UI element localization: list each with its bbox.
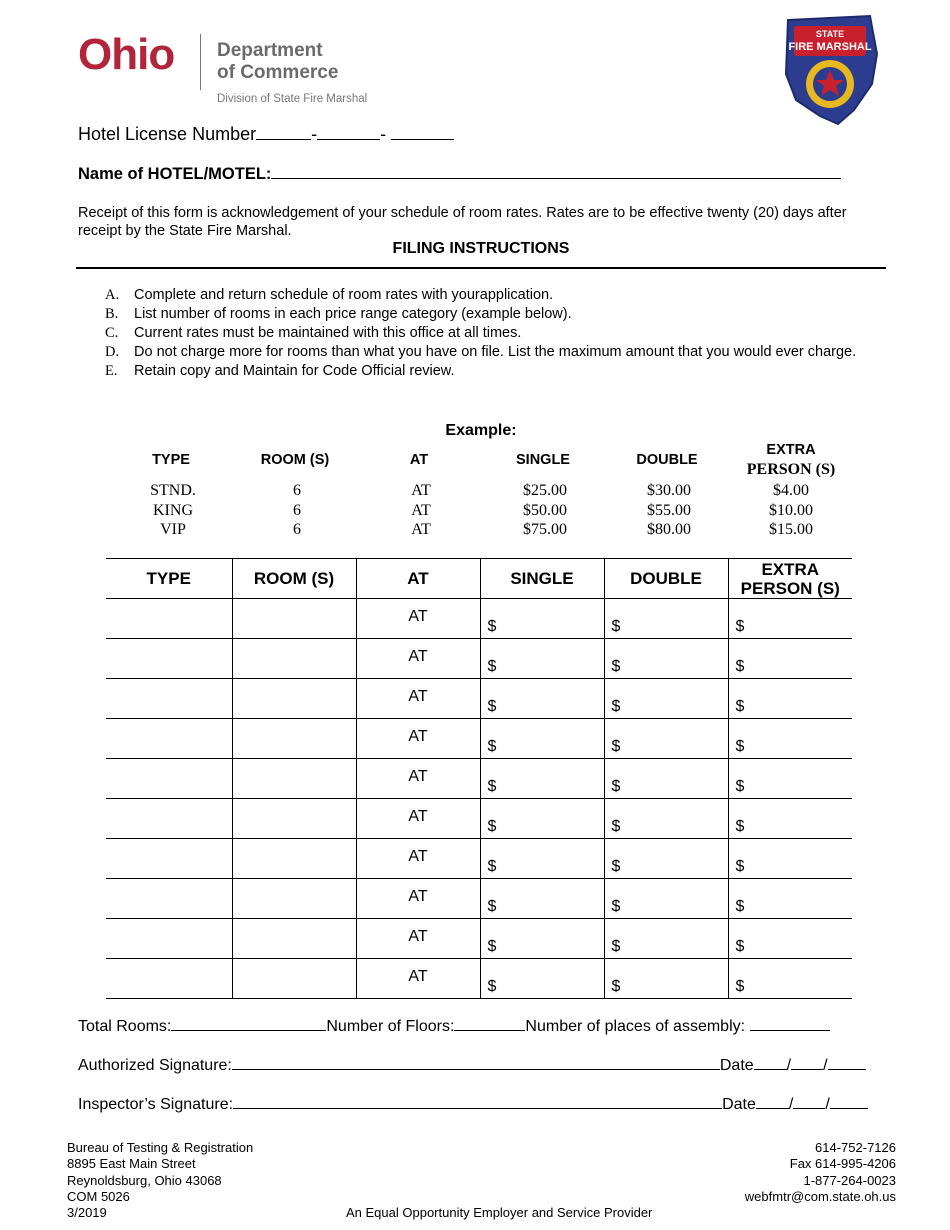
dollar-sign: $ — [735, 938, 745, 955]
email-link[interactable]: webfmtr@com.state.oh.us — [744, 1188, 896, 1204]
footer-contact — [745, 1140, 896, 1205]
example-header-at: AT — [409, 452, 429, 468]
rooms-cell[interactable] — [232, 919, 356, 959]
assembly-line[interactable] — [750, 1030, 830, 1031]
dollar-sign: $ — [611, 778, 621, 795]
rate-table-header-row — [106, 559, 852, 599]
double-cell[interactable] — [604, 679, 728, 719]
rate-table-row — [106, 599, 852, 639]
logo-divider — [200, 34, 201, 90]
extra-cell[interactable] — [728, 799, 852, 839]
authorized-signature-label: Authorized Signature: — [78, 1057, 232, 1074]
rooms-cell[interactable] — [232, 599, 356, 639]
inspector-signature-line[interactable] — [233, 1108, 722, 1109]
double-cell[interactable] — [604, 839, 728, 879]
rate-table-row — [106, 639, 852, 679]
dollar-sign: $ — [735, 658, 745, 675]
single-cell[interactable] — [480, 959, 604, 999]
double-cell[interactable] — [604, 719, 728, 759]
at-cell: AT — [356, 639, 480, 679]
total-rooms-line[interactable] — [171, 1030, 326, 1031]
single-cell[interactable] — [480, 639, 604, 679]
extra-cell[interactable] — [728, 599, 852, 639]
floors-label: Number of Floors: — [326, 1018, 455, 1035]
example-header-extra2: PERSON (S) — [746, 461, 836, 478]
single-cell[interactable] — [480, 799, 604, 839]
inspector-signature-label: Inspector’s Signature: — [78, 1096, 234, 1113]
dollar-sign: $ — [611, 738, 621, 755]
single-cell[interactable] — [480, 599, 604, 639]
instruction-item: D. Do not charge more for rooms than what you have on file. List the maximum amount that you would ever charge. — [105, 344, 857, 360]
date-label: Date — [719, 1057, 754, 1074]
instruction-item: C. Current rates must be maintained with this office at all times. — [105, 325, 522, 341]
extra-cell[interactable] — [728, 719, 852, 759]
at-cell: AT — [356, 959, 480, 999]
at-cell: AT — [356, 839, 480, 879]
badge-line1: STATE — [815, 29, 845, 39]
example-header-single: SINGLE — [516, 452, 570, 468]
extra-cell[interactable] — [728, 639, 852, 679]
type-cell[interactable] — [106, 799, 232, 839]
license-number-field[interactable]: Hotel License Number - - — [78, 124, 454, 145]
dept-name-line2: of Commerce — [217, 62, 339, 83]
date-year-line[interactable] — [828, 1069, 866, 1070]
division-name: Division of State Fire Marshal — [217, 93, 368, 105]
at-cell: AT — [356, 759, 480, 799]
rooms-cell[interactable] — [232, 759, 356, 799]
dept-name-line1: Department — [217, 40, 323, 61]
example-header-rooms: ROOM (S) — [260, 452, 330, 468]
rooms-cell[interactable] — [232, 639, 356, 679]
double-cell[interactable] — [604, 799, 728, 839]
instructions-list — [105, 286, 865, 381]
double-cell[interactable] — [604, 959, 728, 999]
example-header-type: TYPE — [152, 452, 190, 468]
floors-line[interactable] — [454, 1030, 525, 1031]
dollar-sign: $ — [735, 898, 745, 915]
dollar-sign: $ — [735, 778, 745, 795]
double-cell[interactable] — [604, 919, 728, 959]
assembly-label: Number of places of assembly: — [525, 1018, 746, 1035]
at-cell: AT — [356, 679, 480, 719]
single-cell[interactable] — [480, 679, 604, 719]
rooms-cell[interactable] — [232, 799, 356, 839]
dollar-sign: $ — [487, 778, 497, 795]
type-cell[interactable] — [106, 679, 232, 719]
single-cell[interactable] — [480, 759, 604, 799]
dollar-sign: $ — [735, 618, 745, 635]
dollar-sign: $ — [735, 698, 745, 715]
at-cell: AT — [356, 879, 480, 919]
dollar-sign: $ — [611, 938, 621, 955]
type-cell[interactable] — [106, 879, 232, 919]
example-title: Example: — [445, 422, 517, 439]
date-day-line[interactable] — [793, 1108, 825, 1109]
fire-marshal-badge-icon — [780, 14, 880, 131]
header-type: TYPE — [106, 559, 232, 599]
rooms-cell[interactable] — [232, 719, 356, 759]
hotel-name-line[interactable] — [271, 178, 841, 179]
rate-table — [106, 558, 852, 999]
dollar-sign: $ — [611, 618, 621, 635]
title-rule — [76, 267, 886, 269]
extra-cell[interactable] — [728, 839, 852, 879]
dollar-sign: $ — [487, 658, 497, 675]
rate-table-row — [106, 799, 852, 839]
date-month-line[interactable] — [754, 1069, 787, 1070]
dollar-sign: $ — [487, 738, 497, 755]
dollar-sign: $ — [487, 818, 497, 835]
dollar-sign: $ — [487, 618, 497, 635]
dollar-sign: $ — [487, 698, 497, 715]
single-cell[interactable] — [480, 719, 604, 759]
hotel-name-field[interactable] — [78, 165, 841, 184]
rooms-cell[interactable] — [232, 959, 356, 999]
authorized-signature-field[interactable]: Authorized Signature: Date / / — [78, 1057, 866, 1075]
rate-table-row — [106, 679, 852, 719]
dollar-sign: $ — [487, 978, 497, 995]
type-cell[interactable] — [106, 839, 232, 879]
extra-cell[interactable] — [728, 679, 852, 719]
hotel-name-label: Name of HOTEL/MOTEL: — [78, 165, 272, 183]
at-cell: AT — [356, 919, 480, 959]
dollar-sign: $ — [735, 978, 745, 995]
example-row: STND. 6 AT $25.00 $30.00 $4.00 — [150, 482, 809, 499]
rooms-cell[interactable] — [232, 879, 356, 919]
inspector-signature-field[interactable]: Inspector’s Signature: Date / / — [78, 1096, 868, 1114]
single-cell[interactable] — [480, 879, 604, 919]
rate-table-row — [106, 839, 852, 879]
dollar-sign: $ — [735, 818, 745, 835]
date-label: Date — [722, 1096, 756, 1113]
rate-table-row — [106, 959, 852, 999]
dollar-sign: $ — [611, 978, 621, 995]
dollar-sign: $ — [611, 858, 621, 875]
badge-line2: FIRE MARSHAL — [788, 41, 872, 53]
dollar-sign: $ — [735, 738, 745, 755]
license-part1-line[interactable] — [256, 139, 311, 140]
extra-cell[interactable] — [728, 879, 852, 919]
rate-table-row — [106, 919, 852, 959]
rooms-cell[interactable] — [232, 839, 356, 879]
type-cell[interactable] — [106, 919, 232, 959]
type-cell[interactable] — [106, 959, 232, 999]
header-single: SINGLE — [480, 559, 604, 599]
instructions-title: FILING INSTRUCTIONS — [392, 240, 570, 257]
header-double: DOUBLE — [604, 559, 728, 599]
example-header-double: DOUBLE — [636, 452, 698, 468]
single-cell[interactable] — [480, 919, 604, 959]
date-month-line[interactable] — [756, 1108, 789, 1109]
single-cell[interactable] — [480, 839, 604, 879]
date-year-line[interactable] — [830, 1108, 868, 1109]
rate-table-row — [106, 719, 852, 759]
instruction-item: B. List number of rooms in each price range category (example below). — [105, 306, 572, 322]
license-part2-line[interactable] — [317, 139, 380, 140]
rate-table-row — [106, 879, 852, 919]
at-cell: AT — [356, 719, 480, 759]
example-row: VIP 6 AT $75.00 $80.00 $15.00 — [160, 521, 813, 538]
ohio-logo — [78, 30, 174, 80]
dollar-sign: $ — [611, 698, 621, 715]
type-cell[interactable] — [106, 639, 232, 679]
at-cell: AT — [356, 599, 480, 639]
extra-cell[interactable] — [728, 759, 852, 799]
authorized-signature-line[interactable] — [232, 1069, 720, 1070]
type-cell[interactable] — [106, 759, 232, 799]
header-extra-person: EXTRA PERSON (S) — [728, 559, 852, 599]
ohio-logo-text: Ohio — [78, 30, 175, 79]
rate-table-row — [106, 759, 852, 799]
dollar-sign: $ — [611, 818, 621, 835]
dollar-sign: $ — [611, 658, 621, 675]
type-cell[interactable] — [106, 599, 232, 639]
instruction-item: A. Complete and return schedule of room rates with yourapplication. — [105, 287, 554, 303]
extra-cell[interactable] — [728, 959, 852, 999]
dollar-sign: $ — [487, 858, 497, 875]
toll-free: 1-877-264-0023 — [803, 1172, 896, 1188]
double-cell[interactable] — [604, 759, 728, 799]
example-row: KING 6 AT $50.00 $55.00 $10.00 — [153, 501, 813, 519]
license-number-label: Hotel License Number — [78, 124, 257, 144]
extra-cell[interactable] — [728, 919, 852, 959]
double-cell[interactable] — [604, 639, 728, 679]
example-header-extra1: EXTRA — [766, 442, 816, 458]
header-rooms: ROOM (S) — [232, 559, 356, 599]
rooms-cell[interactable] — [232, 679, 356, 719]
dollar-sign: $ — [487, 898, 497, 915]
total-rooms-label: Total Rooms: — [78, 1018, 172, 1035]
example-rows — [111, 481, 851, 540]
instruction-item: E. Retain copy and Maintain for Code Official review. — [105, 363, 455, 379]
at-cell: AT — [356, 799, 480, 839]
fax: Fax 614-995-4206 — [789, 1156, 896, 1172]
intro-text: Receipt of this form is acknowledgement of your schedule of room rates. Rates are to be effective twenty (20) days after receipt by the State Fire Marshal. — [78, 205, 847, 239]
equal-opportunity-text: An Equal Opportunity Employer and Service Provider — [346, 1205, 653, 1220]
footer-address: Bureau of Testing & Registration 8895 East Main Street Reynoldsburg, Ohio 43068 COM 5026 3/2019 — [67, 1140, 254, 1221]
dollar-sign: $ — [735, 858, 745, 875]
phone: 614-752-7126 — [815, 1140, 896, 1155]
double-cell[interactable] — [604, 879, 728, 919]
date-day-line[interactable] — [791, 1069, 823, 1070]
license-part3-line[interactable] — [391, 139, 454, 140]
totals-line — [78, 1018, 830, 1036]
header-at: AT — [356, 559, 480, 599]
type-cell[interactable] — [106, 719, 232, 759]
dollar-sign: $ — [611, 898, 621, 915]
dollar-sign: $ — [487, 938, 497, 955]
double-cell[interactable] — [604, 599, 728, 639]
